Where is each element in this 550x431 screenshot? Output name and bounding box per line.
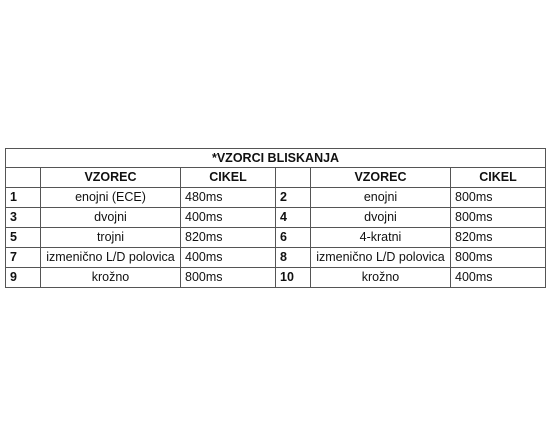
pattern-name: enojni (ECE): [41, 188, 181, 208]
pattern-cycle: 820ms: [451, 228, 546, 248]
pattern-number: 9: [6, 268, 41, 288]
table-row: [6, 188, 546, 208]
pattern-cycle: 800ms: [181, 268, 276, 288]
pattern-name: dvojni: [311, 208, 451, 228]
pattern-name: dvojni: [41, 208, 181, 228]
table-row: [6, 268, 546, 288]
pattern-number: 4: [276, 208, 311, 228]
pattern-number: 1: [6, 188, 41, 208]
pattern-cycle: 800ms: [451, 248, 546, 268]
header-cycle-right: CIKEL: [451, 168, 546, 188]
pattern-cycle: 800ms: [451, 188, 546, 208]
pattern-number: 7: [6, 248, 41, 268]
pattern-name: izmenično L/D polovica: [41, 248, 181, 268]
pattern-number: 10: [276, 268, 311, 288]
pattern-name: 4-kratni: [311, 228, 451, 248]
pattern-cycle: 400ms: [181, 248, 276, 268]
pattern-name: krožno: [311, 268, 451, 288]
pattern-cycle: 480ms: [181, 188, 276, 208]
pattern-cycle: 400ms: [451, 268, 546, 288]
pattern-number: 3: [6, 208, 41, 228]
pattern-number: 8: [276, 248, 311, 268]
header-pattern-right: VZOREC: [311, 168, 451, 188]
header-num-right: [276, 168, 311, 188]
table-title: *VZORCI BLISKANJA: [6, 149, 546, 168]
pattern-number: 2: [276, 188, 311, 208]
pattern-cycle: 800ms: [451, 208, 546, 228]
pattern-number: 6: [276, 228, 311, 248]
header-cycle-left: CIKEL: [181, 168, 276, 188]
header-num-left: [6, 168, 41, 188]
pattern-cycle: 400ms: [181, 208, 276, 228]
pattern-name: trojni: [41, 228, 181, 248]
flash-patterns-table: [5, 148, 546, 288]
table-row: [6, 208, 546, 228]
table-row: [6, 248, 546, 268]
pattern-name: enojni: [311, 188, 451, 208]
table-header-row: [6, 168, 546, 188]
pattern-name: krožno: [41, 268, 181, 288]
table-title-row: [6, 149, 546, 168]
pattern-number: 5: [6, 228, 41, 248]
pattern-name: izmenično L/D polovica: [311, 248, 451, 268]
pattern-cycle: 820ms: [181, 228, 276, 248]
table-row: [6, 228, 546, 248]
header-pattern-left: VZOREC: [41, 168, 181, 188]
